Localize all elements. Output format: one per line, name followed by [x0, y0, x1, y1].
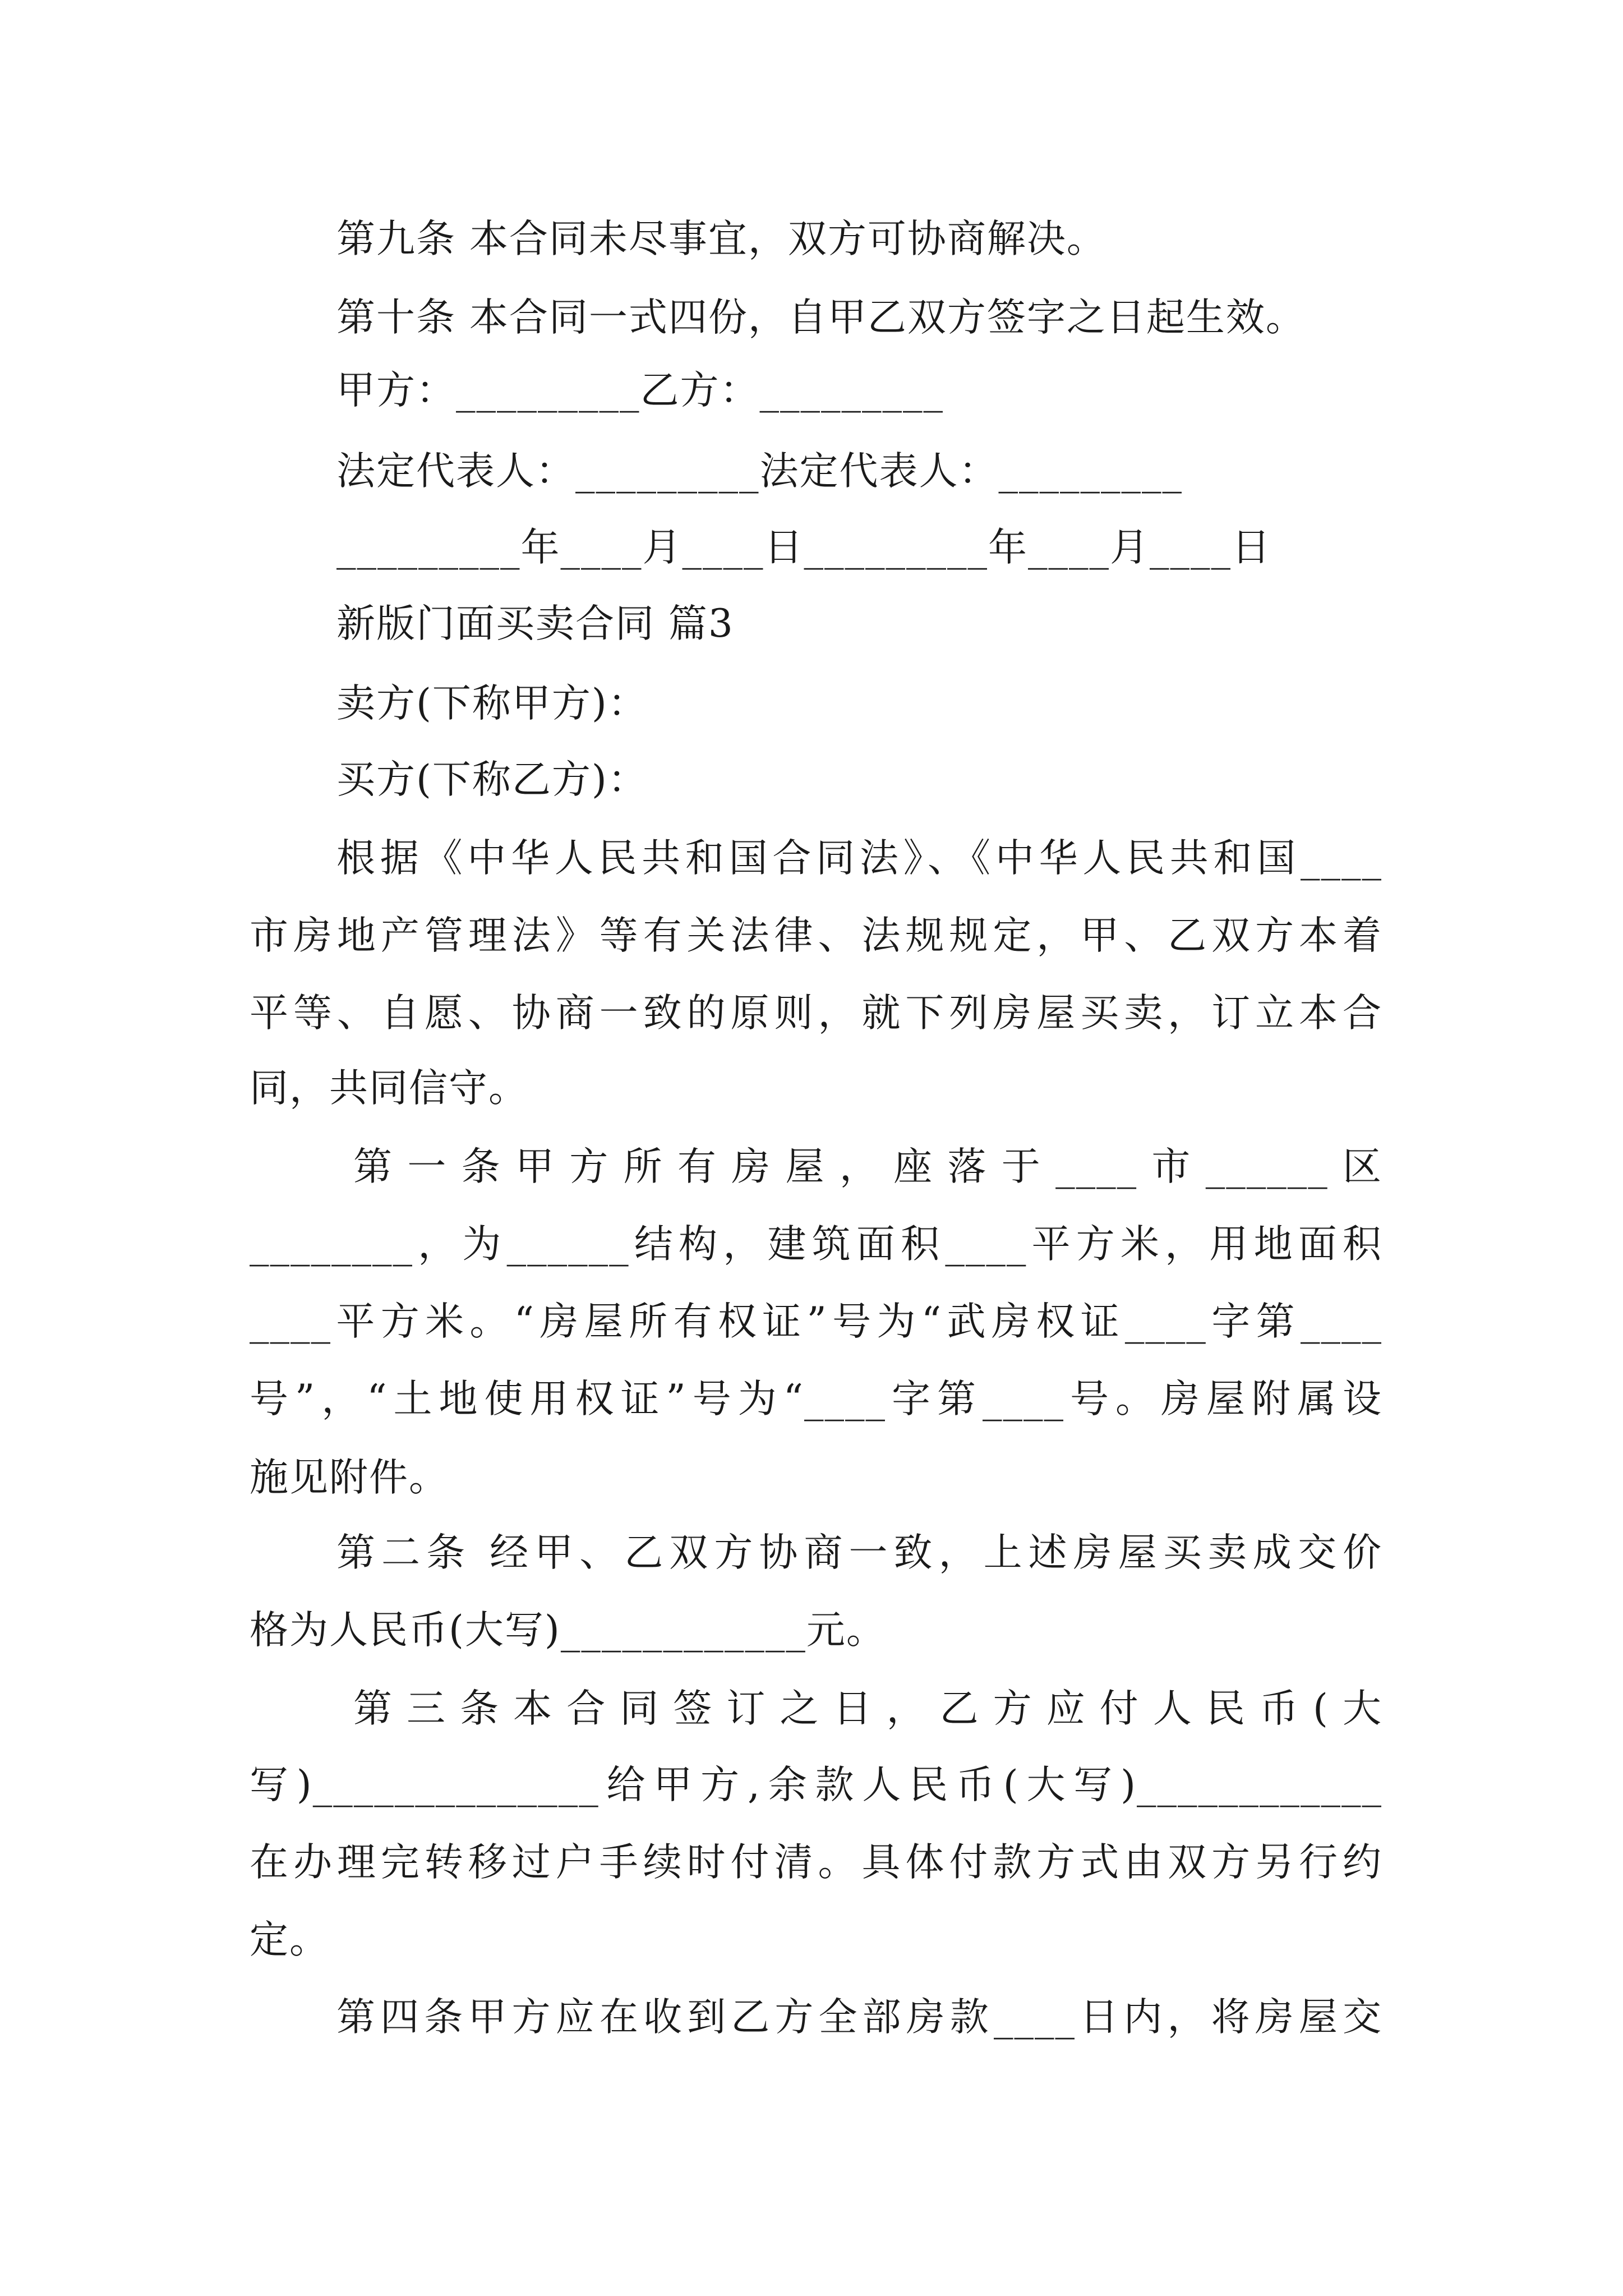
signature-dates: _________年____月____日_________年____月____日 — [336, 525, 1271, 570]
article-1-line-5: 施见附件。 — [250, 1455, 449, 1500]
preamble-line-4: 同，共同信守。 — [250, 1066, 528, 1111]
article-1-line-3: ____平方米。“房屋所有权证”号为“武房权证____字第____ — [250, 1299, 1382, 1344]
article-3-line-2: 写)______________给甲方,余款人民币(大写)____________ — [250, 1763, 1382, 1807]
article-3-line-1: 第三条本合同签订之日，乙方应付人民币(大 — [353, 1686, 1382, 1731]
article-1-line-4: 号”，“土地使用权证”号为“____字第____号。房屋附属设 — [250, 1377, 1382, 1421]
article-4-line-1: 第四条甲方应在收到乙方全部房款____日内，将房屋交 — [336, 1995, 1382, 2040]
signature-legal-representatives: 法定代表人：_________法定代表人：_________ — [336, 449, 1183, 494]
clause-10: 第十条 本合同一式四份，自甲乙双方签字之日起生效。 — [336, 295, 1306, 340]
article-2-line-2: 格为人民币(大写)____________元。 — [250, 1608, 886, 1653]
signature-parties: 甲方：_________乙方：_________ — [336, 368, 944, 413]
article-3-line-4: 定。 — [250, 1917, 329, 1962]
section-title: 新版门面买卖合同 篇3 — [336, 601, 734, 646]
buyer-line: 买方(下称乙方)： — [336, 757, 648, 802]
clause-9: 第九条 本合同未尽事宜，双方可协商解决。 — [336, 217, 1106, 261]
seller-line: 卖方(下称甲方)： — [336, 681, 648, 726]
preamble-line-1: 根据《中华人民共和国合同法》、《中华人民共和国____ — [336, 836, 1382, 881]
article-2-line-1: 第二条 经甲、乙双方协商一致，上述房屋买卖成交价 — [336, 1530, 1382, 1575]
article-1-line-2: ________，为______结构，建筑面积____平方米，用地面积 — [250, 1222, 1382, 1267]
article-1-line-1: 第一条甲方所有房屋，座落于____市______区 — [353, 1144, 1382, 1189]
article-3-line-3: 在办理完转移过户手续时付清。具体付款方式由双方另行约 — [250, 1840, 1382, 1885]
preamble-line-3: 平等、自愿、协商一致的原则，就下列房屋买卖，订立本合 — [250, 991, 1382, 1036]
preamble-line-2: 市房地产管理法》等有关法律、法规规定，甲、乙双方本着 — [250, 913, 1382, 958]
